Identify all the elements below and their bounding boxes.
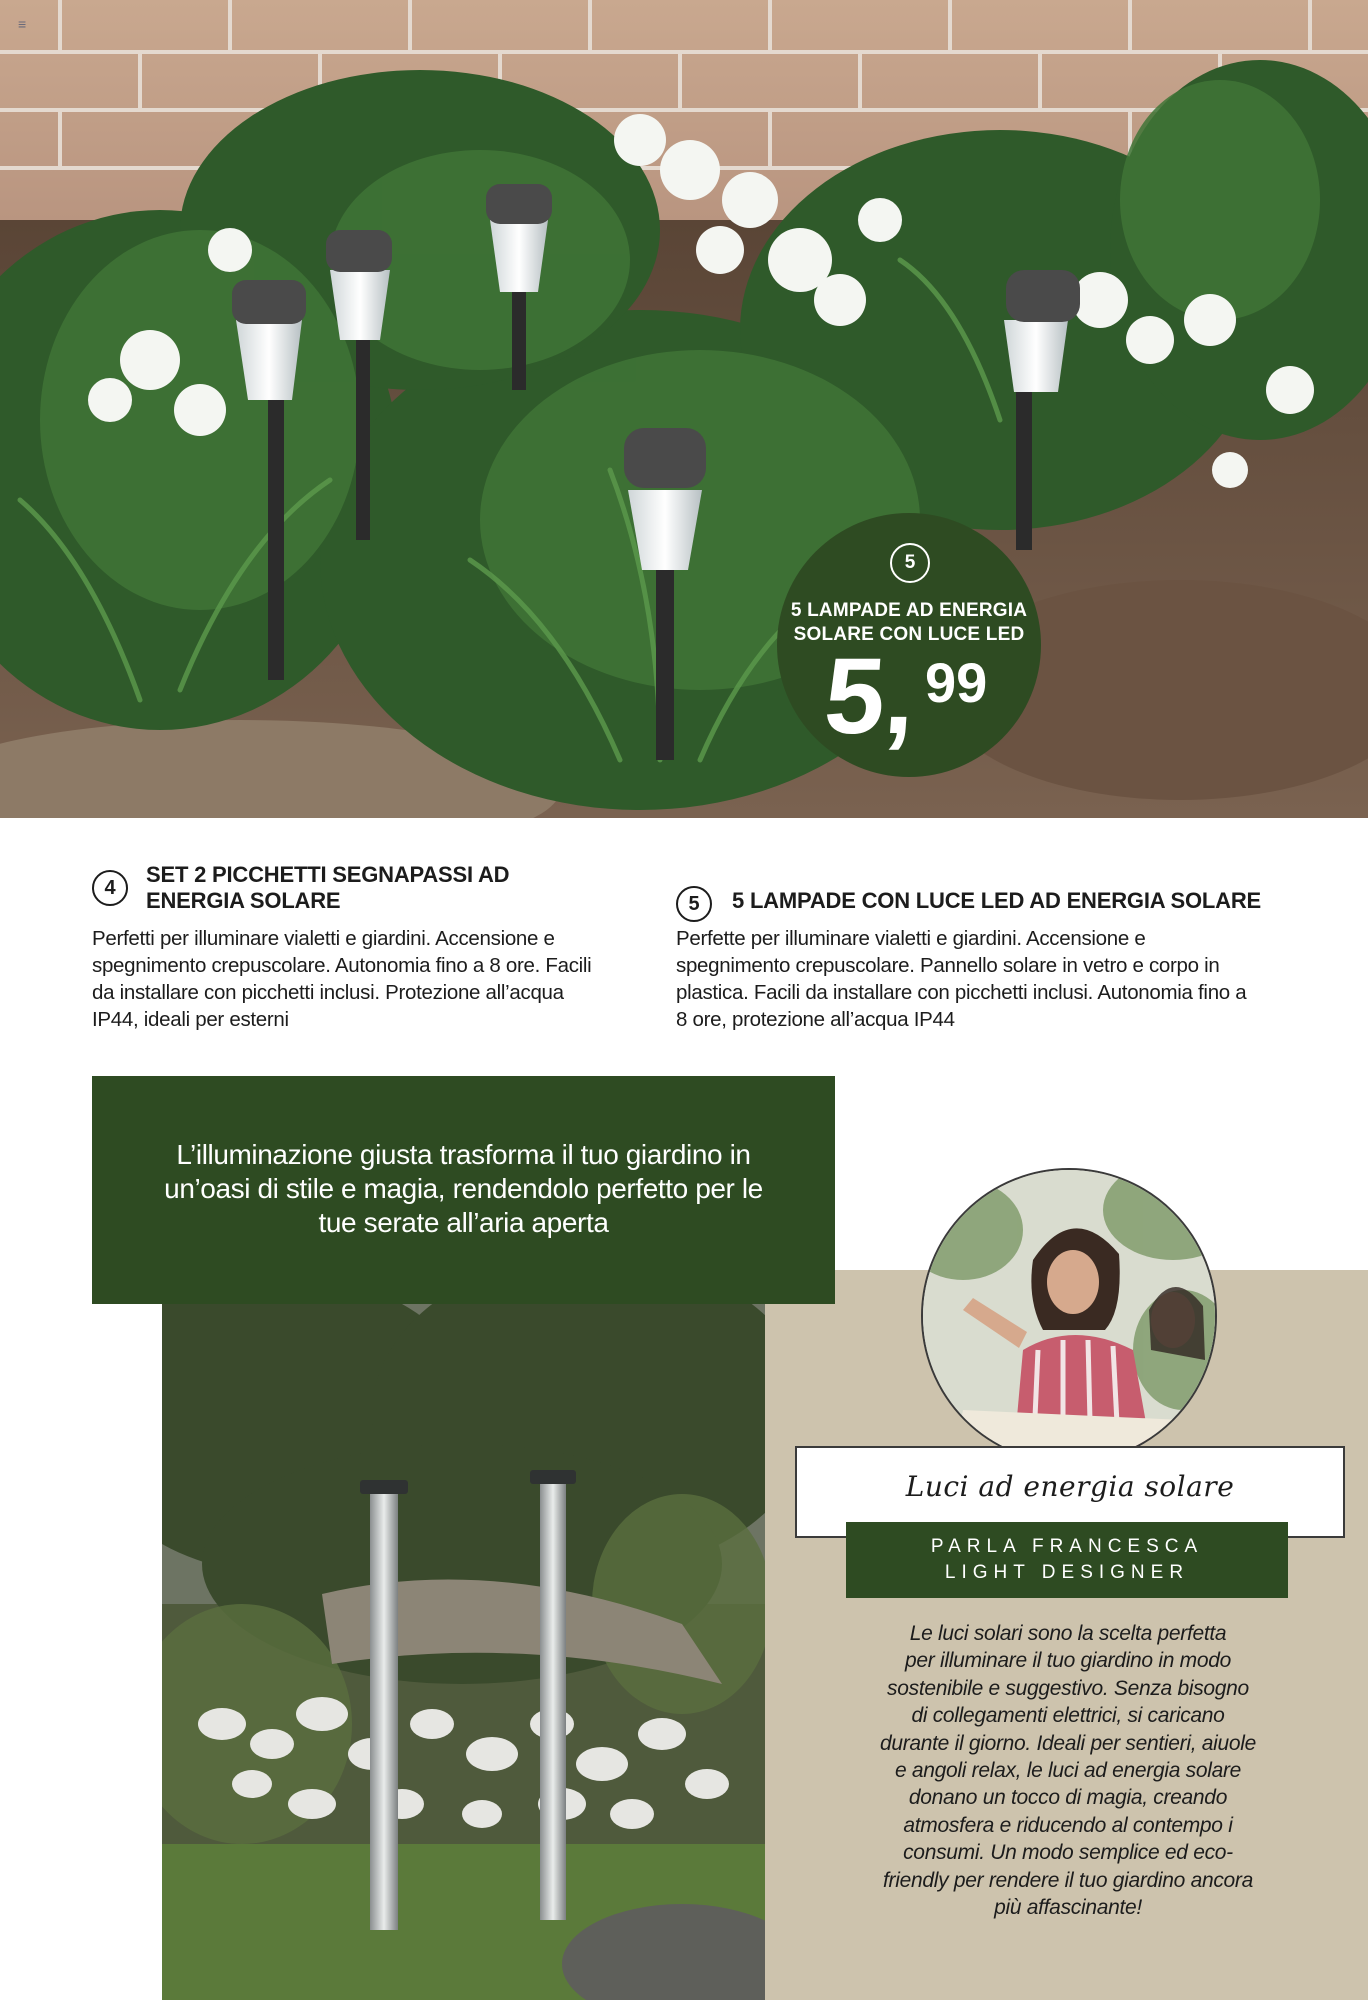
script-title-text: Luci ad energia solare (905, 1470, 1235, 1503)
description-line: spegnimento crepuscolare. Pannello solare in vetro e corpo in (676, 954, 1220, 977)
product-name (146, 862, 566, 914)
price-badge (777, 513, 1041, 777)
hero-garden-photo (0, 0, 1368, 818)
badge-price (817, 635, 1017, 761)
badge-title-line: SOLARE CON LUCE LED (793, 624, 1025, 645)
description-line: da installare con picchetti inclusi. Protezione all’acqua (92, 981, 564, 1004)
quote-line: L’illuminazione giusta trasforma il tuo giardino in (176, 1139, 751, 1170)
description-line: Perfetti per illuminare vialetti e giardini. Accensione e (92, 927, 555, 950)
advice-line: donano un tocco di magia, creando (908, 1786, 1228, 1810)
price-integer: 5, (820, 635, 920, 756)
advice-line: di collegamenti elettrici, si caricano (911, 1704, 1225, 1728)
product-number-badge: 5 (676, 886, 712, 922)
solar-lamps-garden-illustration (0, 0, 1368, 818)
advice-line: Le luci solari sono la scelta perfetta (909, 1622, 1227, 1645)
advice-line: friendly per rendere il tuo giardino ancora (883, 1868, 1253, 1892)
designer-advice-text (848, 1620, 1288, 1921)
description-line: spegnimento crepuscolare. Autonomia fino a 8 ore. Facili (92, 954, 592, 977)
product-name-line: ENERGIA SOLARE (146, 888, 341, 913)
product-name: 5 LAMPADE CON LUCE LED AD ENERGIA SOLARE (732, 888, 1261, 913)
description-line: 8 ore, protezione all’acqua IP44 (676, 1008, 955, 1031)
badge-title-line: 5 LAMPADE AD ENERGIA (790, 600, 1028, 621)
product-name-line: SET 2 PICCHETTI SEGNAPASSI AD (146, 862, 510, 887)
advice-line: e angoli relax, le luci ad energia solare (894, 1759, 1242, 1783)
product-description (676, 925, 1316, 1033)
designer-label-line: LIGHT DESIGNER (944, 1562, 1190, 1583)
stake-lights-illustration (162, 1304, 765, 2000)
advice-line: per illuminare il tuo giardino in modo (905, 1649, 1231, 1673)
quote-box (92, 1076, 835, 1304)
quote-line: tue serate all’aria aperta (318, 1207, 609, 1238)
designer-label (846, 1522, 1288, 1598)
advice-line: atmosfera e riducendo al contempo i (903, 1813, 1233, 1837)
advice-line: durante il giorno. Ideali per sentieri, aiuole (879, 1731, 1257, 1755)
designer-label-line: PARLA FRANCESCA (930, 1536, 1204, 1557)
garden-stake-lights-photo (162, 1304, 765, 2000)
quote-text (132, 1138, 795, 1240)
description-line: IP44, ideali per esterni (92, 1008, 289, 1031)
advice-line: consumi. Un modo semplice ed eco- (903, 1841, 1233, 1865)
description-line: plastica. Facili da installare con picchetti inclusi. Autonomia fino a (676, 981, 1247, 1004)
quote-line: un’oasi di stile e magia, rendendolo perfetto per le (164, 1173, 763, 1204)
advice-line: sostenibile e suggestivo. Senza bisogno (887, 1676, 1249, 1700)
designer-portrait-illustration (923, 1170, 1215, 1462)
price-decimal: 99 (925, 651, 988, 714)
product-number-badge: 4 (92, 870, 128, 906)
description-line: Perfette per illuminare vialetti e giardini. Accensione e (676, 927, 1146, 950)
badge-product-number: 5 (890, 543, 930, 583)
product-description (92, 925, 652, 1033)
hamburger-menu-icon[interactable]: ≡ (18, 16, 27, 32)
designer-portrait (921, 1168, 1217, 1464)
advice-line: più affascinante! (994, 1896, 1142, 1920)
